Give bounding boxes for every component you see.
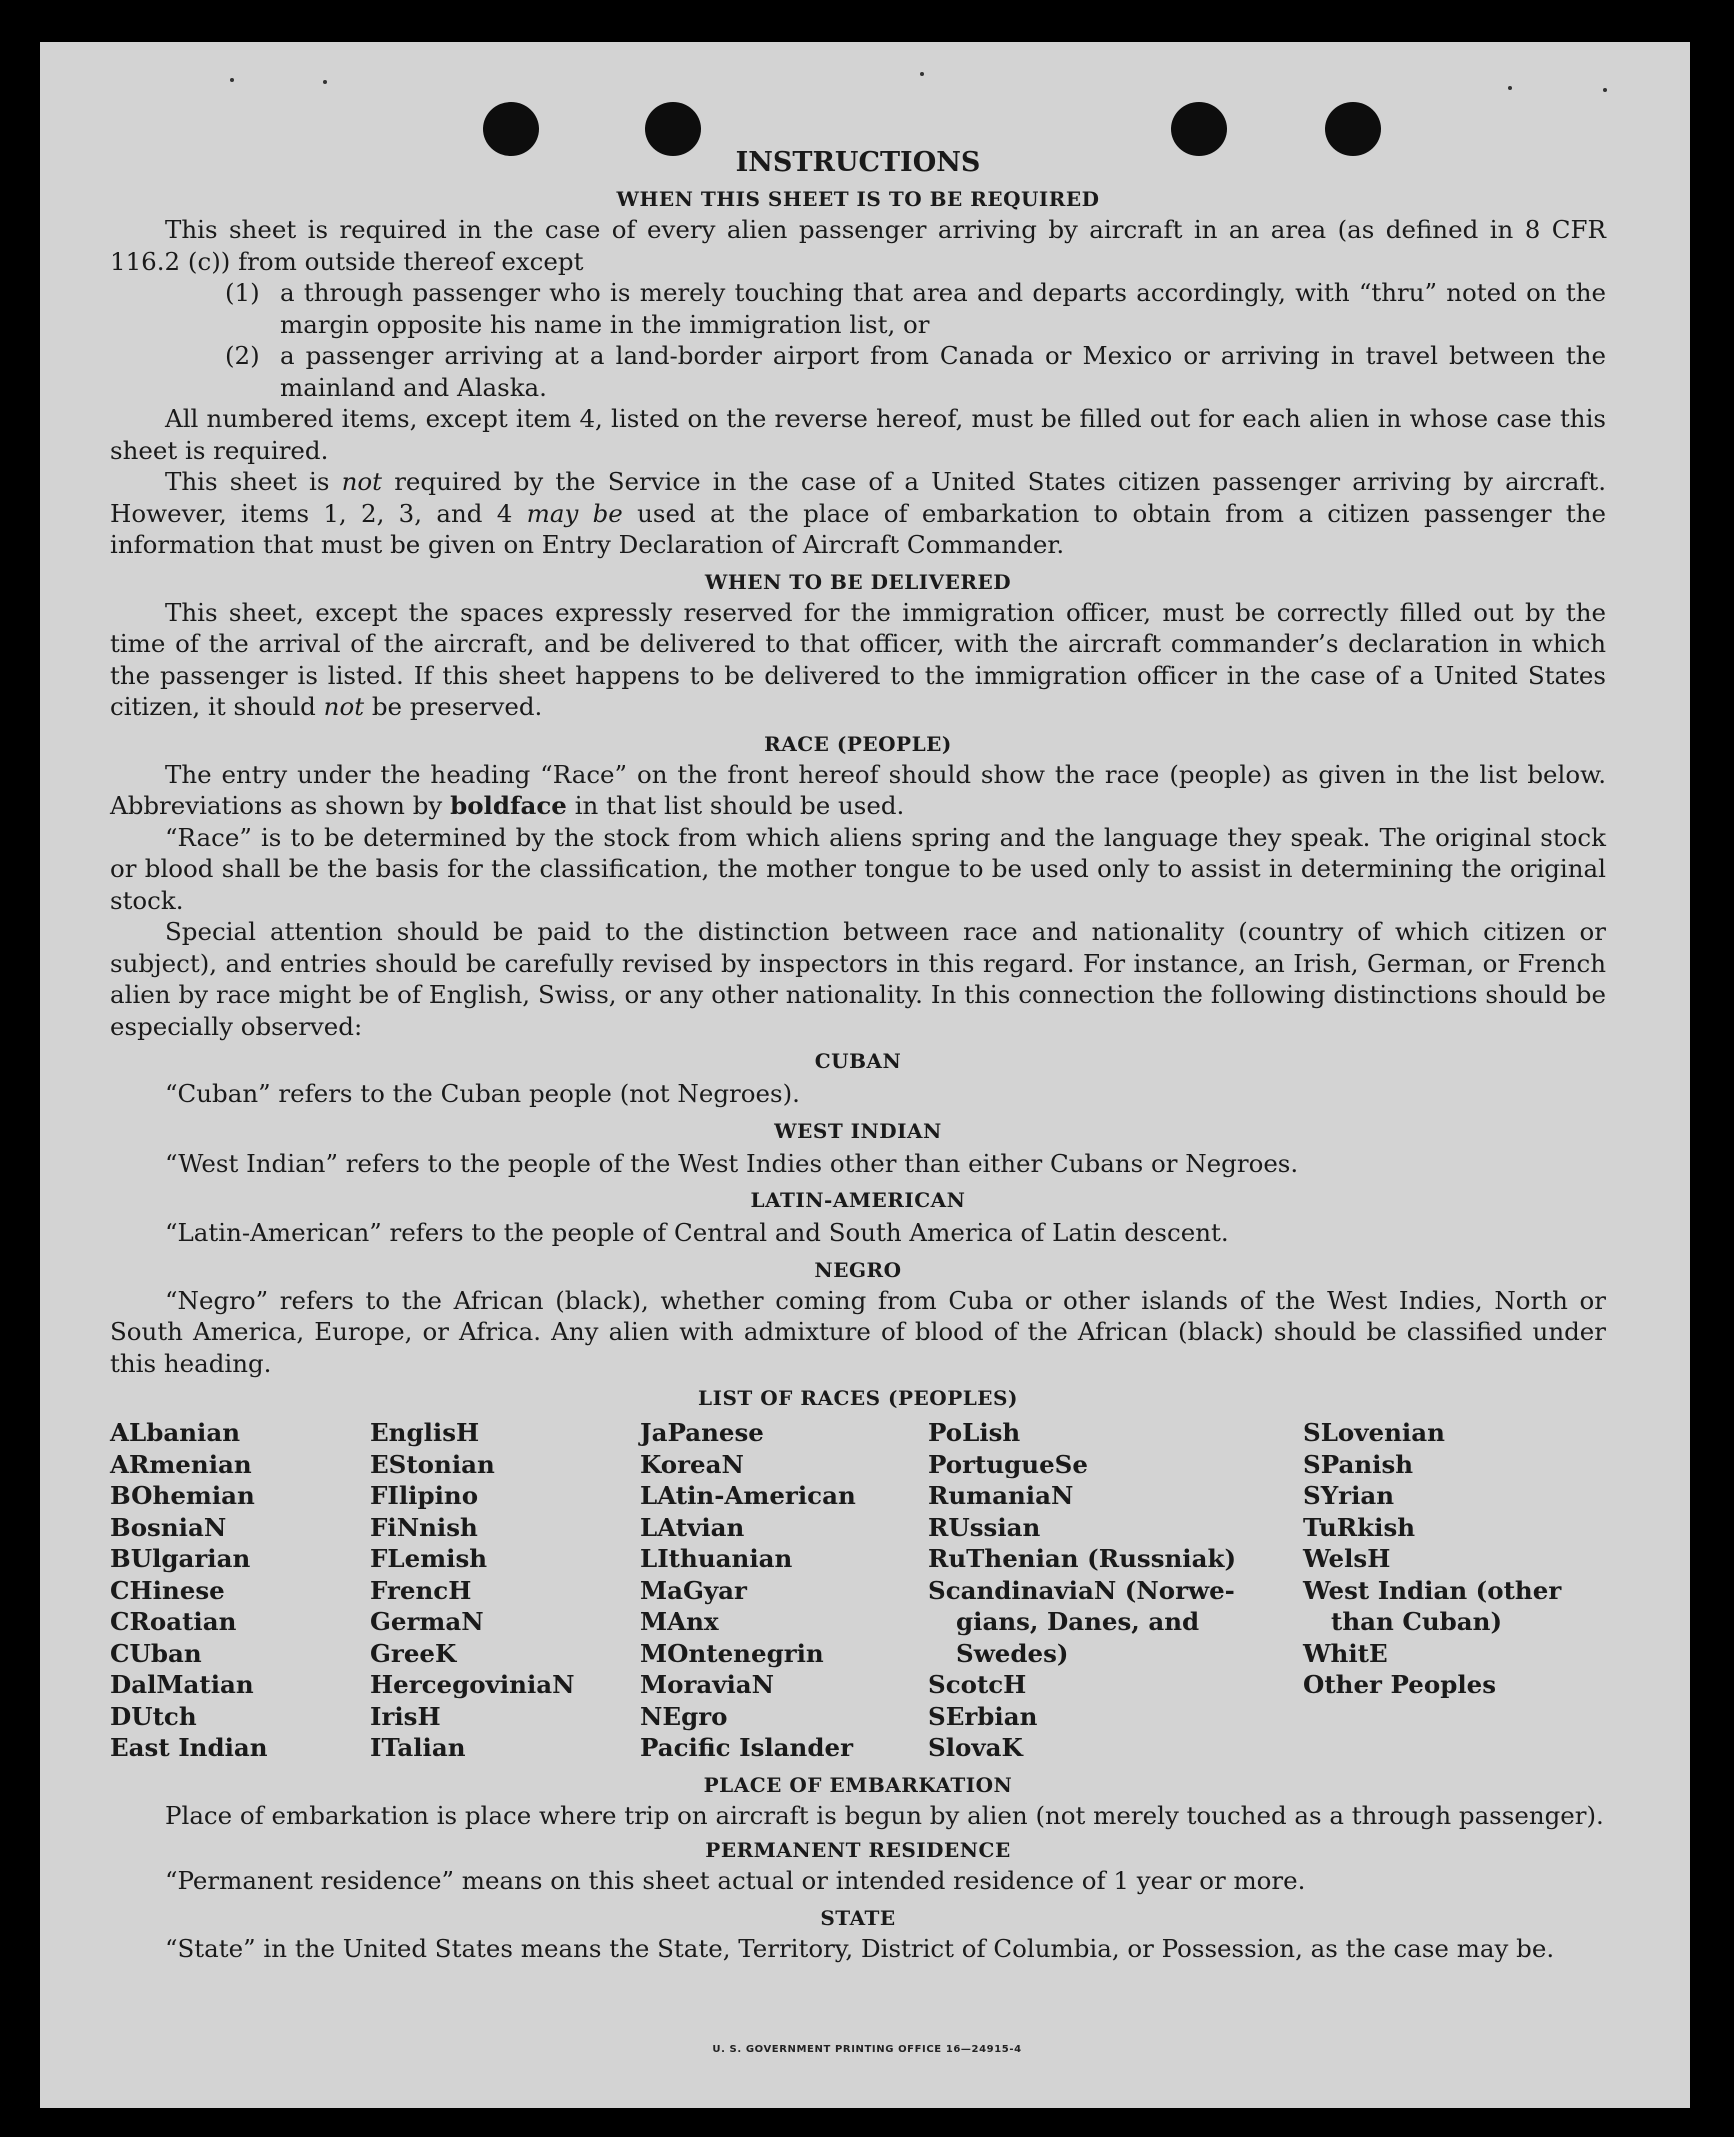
paragraph: “Race” is to be determined by the stock from which aliens spring and the language they speak. The original stock or blood shall be the basis for the classification, the mother tongue to be used only to assist in determining the original stock.	[110, 822, 1606, 915]
section-heading: LATIN-AMERICAN	[750, 1188, 966, 1212]
race-column	[370, 1417, 640, 1764]
section-heading: WHEN TO BE DELIVERED	[704, 569, 1012, 594]
race-entry: RUssian	[928, 1512, 1041, 1542]
section-heading: NEGRO	[814, 1257, 902, 1282]
text: be preserved.	[371, 692, 543, 721]
speck	[230, 78, 234, 82]
race-entry: than Cuban)	[1331, 1607, 1503, 1636]
paragraph: All numbered items, except item 4, listed on the reverse hereof, must be filled out for each alien in whose case this sheet is required.	[110, 404, 1606, 465]
printer-imprint: U. S. GOVERNMENT PRINTING OFFICE 16—24915-4	[712, 2044, 1022, 2055]
race-entry: West Indian (other	[1303, 1575, 1562, 1605]
paragraph: “Negro” refers to the African (black), whether coming from Cuba or other islands of the West Indies, North or South America, Europe, or Africa. Any alien with admixture of blood of the African (black) should be classified under this heading.	[110, 1285, 1606, 1378]
race-entry: SErbian	[928, 1701, 1038, 1731]
race-entry: SPanish	[1303, 1449, 1414, 1479]
race-entry: WelsH	[1303, 1544, 1391, 1573]
race-entry: SLovenian	[1303, 1418, 1445, 1447]
race-entry: HercegoviniaN	[370, 1670, 575, 1699]
race-entry: gians, Danes, and	[956, 1607, 1200, 1636]
section-heading: CUBAN	[814, 1049, 902, 1073]
race-entry: GreeK	[370, 1638, 457, 1668]
section-heading: PLACE OF EMBARKATION	[703, 1772, 1013, 1797]
race-entry: Swedes)	[956, 1638, 1069, 1668]
list-item	[225, 340, 1606, 403]
race-entry: East Indian	[110, 1733, 268, 1762]
race-list	[110, 1417, 1606, 1764]
paragraph: “West Indian” refers to the people of the West Indies other than either Cubans or Negroes.	[165, 1148, 1299, 1178]
bold-text: boldface	[450, 791, 567, 820]
race-entry: ScotcH	[928, 1670, 1027, 1699]
race-entry: JaPanese	[640, 1418, 764, 1447]
race-entry: IrisH	[370, 1701, 441, 1731]
race-entry: GermaN	[370, 1607, 484, 1636]
race-entry: Pacific Islander	[640, 1733, 853, 1762]
race-entry: WhitE	[1303, 1638, 1388, 1668]
paragraph: “Permanent residence” means on this sheet actual or intended residence of 1 year or more.	[165, 1866, 1306, 1895]
race-entry: PortugueSe	[928, 1449, 1088, 1479]
speck	[1508, 86, 1512, 90]
race-entry: TuRkish	[1303, 1512, 1416, 1542]
emphasis: may be	[526, 498, 623, 528]
paragraph	[110, 759, 1606, 822]
list-item	[225, 277, 1606, 340]
text: The entry under the heading “Race” on the front hereof should show the race (people) as given in the list below. Abbreviations as shown by	[110, 759, 1606, 820]
race-entry: LIthuanian	[640, 1544, 793, 1573]
race-column	[928, 1417, 1303, 1764]
race-entry: DUtch	[110, 1701, 197, 1731]
section-heading: RACE (PEOPLE)	[764, 731, 952, 756]
race-entry: KoreaN	[640, 1449, 744, 1479]
document-body	[110, 146, 1606, 1964]
race-entry: NEgro	[640, 1701, 728, 1731]
race-entry: MAnx	[640, 1607, 719, 1636]
race-entry: ALbanian	[110, 1418, 241, 1447]
item-number: (1)	[225, 278, 260, 307]
emphasis: not	[323, 692, 365, 721]
section-heading: LIST OF RACES (PEOPLES)	[698, 1386, 1018, 1410]
race-entry: LAtin-American	[640, 1481, 856, 1510]
paragraph: “State” in the United States means the State, Territory, District of Columbia, or Possession, as the case may be.	[165, 1933, 1555, 1963]
race-entry: ARmenian	[110, 1449, 252, 1479]
race-entry: MOntenegrin	[640, 1638, 824, 1668]
paragraph	[110, 597, 1606, 723]
speck	[323, 80, 327, 84]
page-title: INSTRUCTIONS	[735, 147, 981, 178]
paragraph	[110, 466, 1606, 561]
race-column	[1303, 1417, 1573, 1764]
race-column	[110, 1417, 370, 1764]
text: used at the place of embarkation to obtain from a citizen passenger the information that must be given on Entry Declaration of Aircraft Commander.	[110, 498, 1607, 559]
exception-list	[110, 277, 1606, 403]
race-entry: RuThenian (Russniak)	[928, 1544, 1237, 1573]
race-column	[640, 1417, 928, 1764]
race-entry: MaGyar	[640, 1575, 747, 1605]
section-heading: PERMANENT RESIDENCE	[705, 1838, 1011, 1862]
race-entry: FrencH	[370, 1575, 472, 1605]
speck	[920, 72, 924, 76]
race-entry: EnglisH	[370, 1418, 480, 1447]
item-text: a through passenger who is merely touching that area and departs accordingly, with “thru” noted on the margin opposite his name in the immigration list, or	[280, 278, 1606, 339]
race-entry: DalMatian	[110, 1670, 254, 1699]
paragraph: Special attention should be paid to the distinction between race and nationality (country of which citizen or subject), and entries should be carefully revised by inspectors in this regard. For instance, an Irish, German, or French alien by race might be of English, Swiss, or any other nationality. In this connection the following distinctions should be especially observed:	[110, 917, 1606, 1041]
section-heading: WEST INDIAN	[774, 1118, 942, 1143]
item-text: a passenger arriving at a land-border airport from Canada or Mexico or arriving in travel between the mainland and Alaska.	[280, 341, 1606, 402]
race-entry: EStonian	[370, 1449, 495, 1479]
paragraph: “Latin-American” refers to the people of Central and South America of Latin descent.	[165, 1218, 1229, 1247]
race-entry: BUlgarian	[110, 1544, 251, 1573]
race-entry: FLemish	[370, 1544, 488, 1573]
race-entry: RumaniaN	[928, 1481, 1074, 1510]
section-heading: STATE	[820, 1905, 896, 1930]
race-entry: ScandinaviaN (Norwe-	[928, 1575, 1235, 1605]
race-entry: LAtvian	[640, 1512, 745, 1542]
race-entry: CRoatian	[110, 1607, 237, 1636]
paragraph: Place of embarkation is place where trip on aircraft is begun by alien (not merely touched as a through passenger).	[165, 1800, 1604, 1830]
race-entry: FiNnish	[370, 1512, 478, 1542]
race-entry: MoraviaN	[640, 1670, 775, 1699]
emphasis: not	[341, 467, 383, 496]
item-number: (2)	[225, 341, 260, 370]
text: This sheet, except the spaces expressly reserved for the immigration officer, must be correctly filled out by the time of the arrival of the aircraft, and be delivered to that officer, with the aircraft commander’s declaration in which the passenger is listed. If this sheet happens to be delivered to the immigration officer in the case of a United States citizen, it should	[110, 597, 1606, 721]
race-entry: BosniaN	[110, 1512, 227, 1542]
race-entry: Other Peoples	[1303, 1670, 1497, 1699]
race-entry: CHinese	[110, 1575, 225, 1605]
section-heading: WHEN THIS SHEET IS TO BE REQUIRED	[616, 187, 1100, 211]
paragraph: This sheet is required in the case of every alien passenger arriving by aircraft in an area (as defined in 8 CFR 116.2 (c)) from outside thereof except	[110, 215, 1606, 276]
text: in that list should be used.	[574, 791, 905, 820]
race-entry: PoLish	[928, 1418, 1021, 1447]
race-entry: FIlipino	[370, 1481, 479, 1510]
race-entry: SYrian	[1303, 1481, 1395, 1510]
speck	[1603, 88, 1607, 92]
text: required by the Service in the case of a United States citizen passenger arriving by aircraft. However, items 1, 2, 3, and 4	[110, 467, 1606, 528]
race-entry: SlovaK	[928, 1733, 1023, 1762]
race-entry: CUban	[110, 1638, 202, 1668]
race-entry: ITalian	[370, 1733, 466, 1762]
paragraph: “Cuban” refers to the Cuban people (not Negroes).	[165, 1079, 800, 1108]
race-entry: BOhemian	[110, 1481, 255, 1510]
text: This sheet is	[165, 467, 330, 496]
